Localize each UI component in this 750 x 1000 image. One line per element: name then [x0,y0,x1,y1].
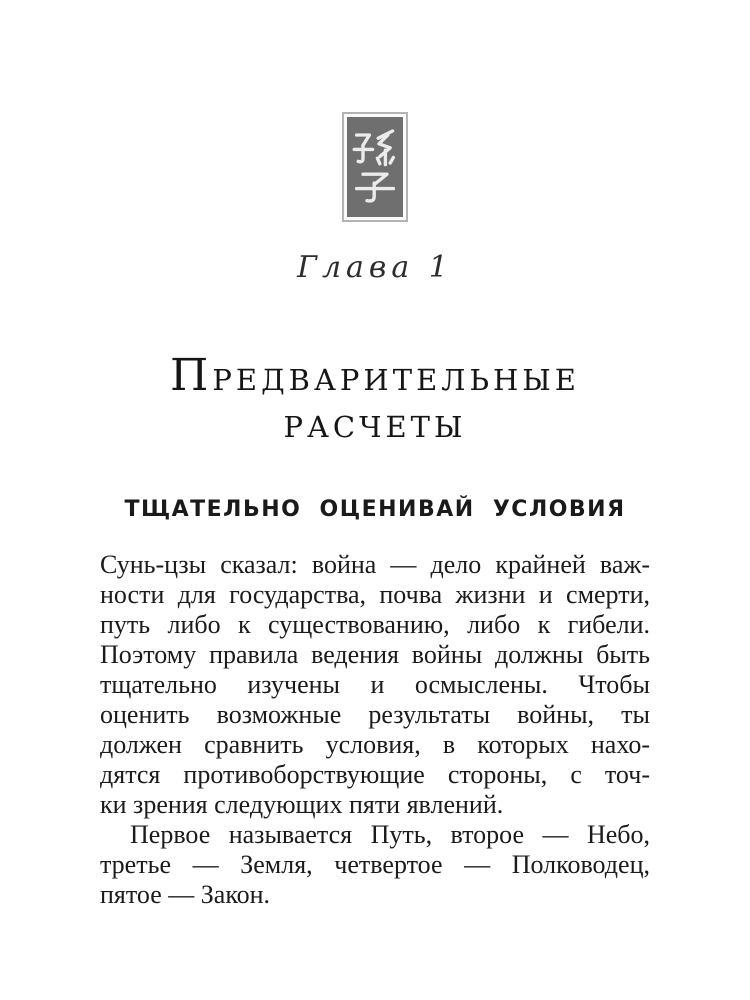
chapter-title-line: ПРЕДВАРИТЕЛЬНЫЕ [170,350,580,401]
text-line: дятся противоборствующие стороны, с точ- [100,760,650,789]
body-text [100,550,650,910]
text-line: тщательно изучены и осмыслены. Чтобы [100,670,650,699]
text-line: ки зрения следующих пяти явлений. [100,790,504,819]
text-line: путь либо к существованию, либо к гибели. [100,610,650,639]
paragraph [100,820,650,910]
chapter-heading: Глава 1 [297,250,453,285]
text-line: оценить возможные результаты войны, ты [100,700,650,729]
text-line: ности для государства, почва жизни и смерти, [100,580,650,609]
text-line: Первое называется Путь, второе — Небо, [130,820,650,849]
section-heading: ТЩАТЕЛЬНО ОЦЕНИВАЙ УСЛОВИЯ [124,497,626,522]
text-line: Сунь-цзы сказал: война — дело крайней важ- [100,550,650,579]
paragraph [100,550,650,820]
chapter-title [0,352,750,451]
sun-tzu-seal-inner [347,117,403,217]
text-line: Поэтому правила ведения войны должны быть [100,640,650,669]
text-line: должен сравнить условия, в которых нахо- [100,730,650,759]
sun-tzu-characters-icon [351,120,399,214]
text-line: третье — Земля, четвертое — Полководец, [100,850,650,879]
text-line: пятое — Закон. [100,880,271,909]
sun-tzu-seal [342,112,408,222]
chapter-title-line: РАСЧЕТЫ [283,410,467,444]
